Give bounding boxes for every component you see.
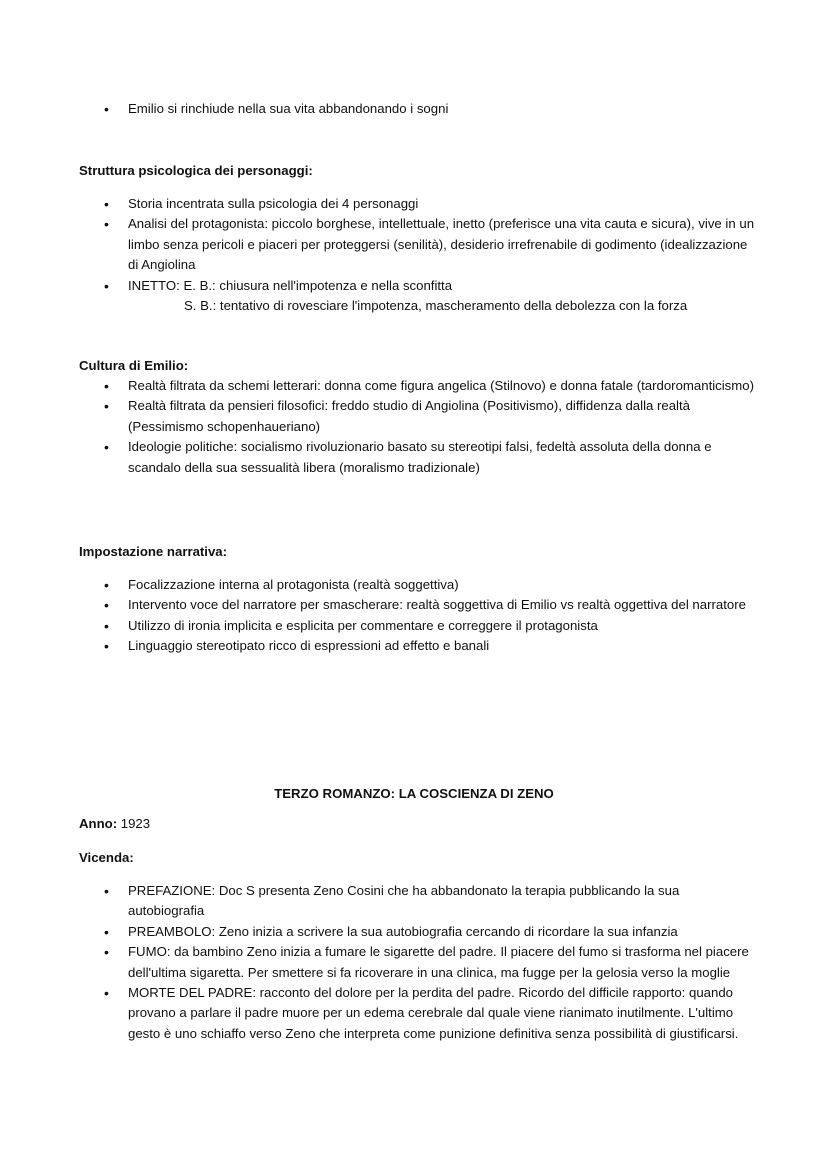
list-subline: S. B.: tentativo di rovesciare l'impotenza, mascheramento della debolezza con la forza [184, 298, 688, 314]
anno-line [79, 816, 759, 831]
section-impostazione [79, 542, 759, 657]
list-item: • Linguaggio stereotipato ricco di espressioni ad effetto e banali [79, 636, 759, 656]
list-item: • MORTE DEL PADRE: racconto del dolore per la perdita del padre. Ricordo del difficile rapporto: quando provano a parlare il padre muore per un edema cerebrale dal quale viene rianimato inutilmente. L'ultimo gesto è uno schiaffo verso Zeno che interpreta come punizione definitiva senza possibilità di giustificarsi. [79, 983, 759, 1044]
list-item: • Focalizzazione interna al protagonista (realtà soggettiva) [79, 575, 759, 595]
list-item: • PREFAZIONE: Doc S presenta Zeno Cosini che ha abbandonato la terapia pubblicando la sua autobiografia [79, 881, 759, 922]
bullet-list [79, 881, 759, 1044]
bullet-list [79, 194, 759, 296]
top-bullet-list [79, 99, 759, 119]
list-item: • Ideologie politiche: socialismo rivoluzionario basato su stereotipi falsi, fedeltà assoluta della donna e scandalo della sua sessualità libera (moralismo tradizionale) [79, 437, 759, 478]
list-item: • FUMO: da bambino Zeno inizia a fumare le sigarette del padre. Il piacere del fumo si trasforma nel piacere dell'ultima sigaretta. Per smettere si fa ricoverare in una clinica, ma fugge per la gelosia verso la moglie [79, 942, 759, 983]
bullet-list [79, 575, 759, 657]
section-struttura [79, 161, 759, 316]
list-item: • INETTO: E. B.: chiusura nell'impotenza e nella sconfitta [79, 276, 759, 296]
section-heading: Impostazione narrativa: [79, 544, 228, 559]
chapter-title: TERZO ROMANZO: LA COSCIENZA DI ZENO [274, 786, 554, 801]
section-cultura [79, 356, 759, 478]
list-item: • Storia incentrata sulla psicologia dei 4 personaggi [79, 194, 759, 214]
list-item: • PREAMBOLO: Zeno inizia a scrivere la sua autobiografia cercando di ricordare la sua infanzia [79, 922, 759, 942]
anno-value: 1923 [117, 816, 151, 831]
list-item: • Realtà filtrata da pensieri filosofici: freddo studio di Angiolina (Positivismo), diffidenza dalla realtà (Pessimismo schopenhaueriano) [79, 396, 759, 437]
list-item: • Utilizzo di ironia implicita e esplicita per commentare e correggere il protagonista [79, 616, 759, 636]
list-item: • Realtà filtrata da schemi letterari: donna come figura angelica (Stilnovo) e donna fatale (tardoromanticismo) [79, 376, 759, 396]
list-item: • Intervento voce del narratore per smascherare: realtà soggettiva di Emilio vs realtà oggettiva del narratore [79, 595, 759, 615]
list-item: • Emilio si rinchiude nella sua vita abbandonando i sogni [79, 99, 759, 119]
section-heading: Vicenda: [79, 850, 134, 865]
bullet-list [79, 376, 759, 478]
section-vicenda [79, 848, 759, 1044]
top-list-block [79, 99, 759, 119]
list-item: • Analisi del protagonista: piccolo borghese, intellettuale, inetto (preferisce una vita cauta e sicura), vive in un limbo senza pericoli e piaceri per proteggersi (senilità), desiderio irrefrenabile di godimento (idealizzazione di Angiolina [79, 214, 759, 275]
section-heading: Struttura psicologica dei personaggi: [79, 163, 313, 178]
anno-label: Anno: [79, 816, 118, 831]
section-heading: Cultura di Emilio: [79, 358, 189, 373]
